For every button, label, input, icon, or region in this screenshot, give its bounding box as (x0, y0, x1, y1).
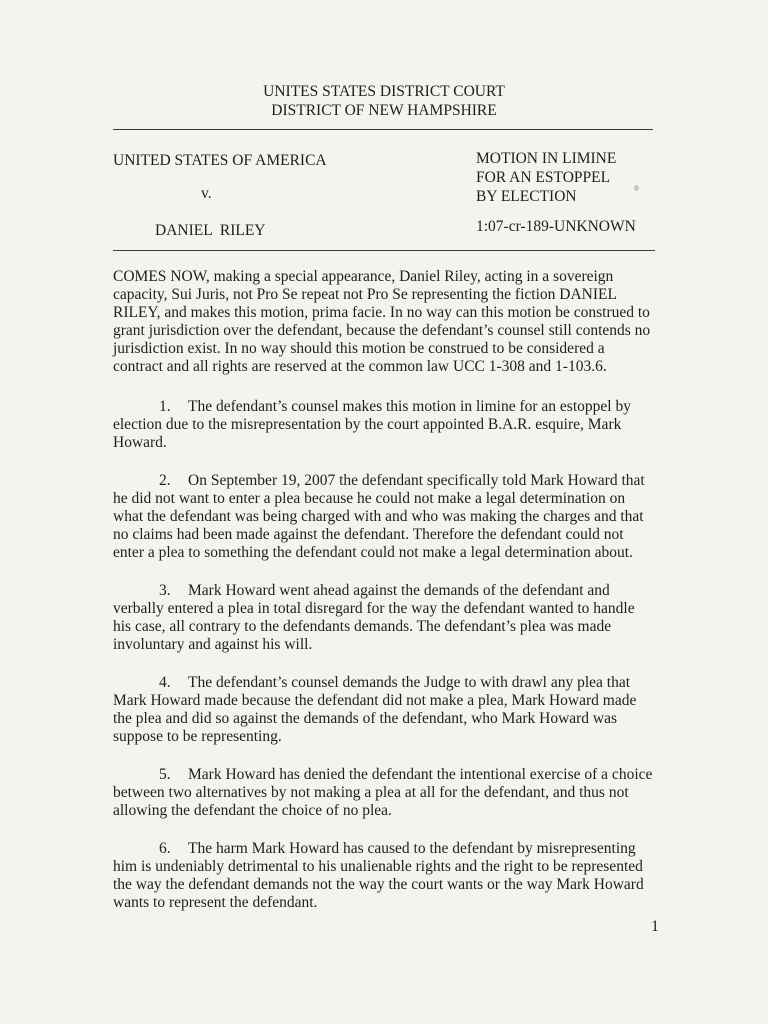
motion-title-line-3: BY ELECTION (476, 188, 577, 205)
paragraph-text: On September 19, 2007 the defendant specifically told Mark Howard that he did not want to enter a plea because he could not make a legal determination on what the defendant was being charged with and who was making the charges and that no claims had been made against the defendant. Therefore the defendant could not enter a plea to something the defendant could not make a legal determination about. (113, 472, 645, 561)
numbered-paragraph (113, 840, 655, 912)
numbered-paragraph (113, 472, 655, 562)
paragraph-text: Mark Howard has denied the defendant the intentional exercise of a choice between two alternatives by not making a plea at all for the defendant, and thus not allowing the defendant the choice of no plea. (113, 766, 653, 819)
caption-bottom-rule (113, 250, 655, 251)
paragraph-text: The harm Mark Howard has caused to the defendant by misrepresenting him is undeniably detrimental to his unalienable rights and the right to be represented the way the defendant demands not the way the court wants or the way Mark Howard wants to represent the defendant. (113, 840, 644, 911)
paragraph-number: 5. (159, 766, 171, 783)
versus-label: v. (201, 185, 212, 202)
motion-title-line-2: FOR AN ESTOPPEL (476, 169, 611, 186)
numbered-paragraph (113, 582, 655, 654)
paragraph-text: Mark Howard went ahead against the demands of the defendant and verbally entered a plea in total disregard for the way the defendant wanted to handle his case, all contrary to the defendants demands. The defendant’s plea was made involuntary and against his will. (113, 582, 635, 653)
court-heading (0, 82, 768, 120)
paragraph-number: 6. (159, 840, 171, 857)
court-name: UNITES STATES DISTRICT COURT (263, 83, 505, 100)
numbered-paragraph (113, 674, 655, 746)
scan-speck (634, 185, 639, 191)
paragraph-text: The defendant’s counsel demands the Judge to with drawl any plea that Mark Howard made because the defendant did not make a plea, Mark Howard made the plea and did so against the demands of the defendant, who Mark Howard was suppose to be representing. (113, 674, 637, 745)
intro-paragraph: COMES NOW, making a special appearance, Daniel Riley, acting in a sovereign capacity, Sui Juris, not Pro Se repeat not Pro Se representing the fiction DANIEL RILEY, and makes this motion, prima facie. In no way can this motion be construed to grant jurisdiction over the defendant, because the defendant’s counsel still contends no jurisdiction exist. In no way should this motion be construed to be considered a contract and all rights are reserved at the common law UCC 1-308 and 1-103.6. (113, 268, 651, 375)
paragraph-number: 1. (159, 398, 171, 415)
caption-top-rule (113, 129, 653, 130)
paragraph-text: The defendant’s counsel makes this motion in limine for an estoppel by election due to the misrepresentation by the court appointed B.A.R. esquire, Mark Howard. (113, 398, 631, 451)
numbered-paragraph (113, 766, 655, 820)
defendant-name: DANIEL RILEY (155, 222, 266, 239)
motion-title-line-1: MOTION IN LIMINE (476, 150, 617, 167)
page-number: 1 (651, 918, 659, 935)
motion-body (113, 268, 655, 932)
motion-title (476, 149, 616, 206)
numbered-paragraph (113, 398, 655, 452)
paragraph-number: 2. (159, 472, 171, 489)
case-number: 1:07-cr-189-UNKNOWN (476, 218, 636, 235)
court-district: DISTRICT OF NEW HAMPSHIRE (271, 102, 497, 119)
plaintiff-name: UNITED STATES OF AMERICA (113, 152, 327, 169)
paragraph-number: 4. (159, 674, 171, 691)
paragraph-number: 3. (159, 582, 171, 599)
